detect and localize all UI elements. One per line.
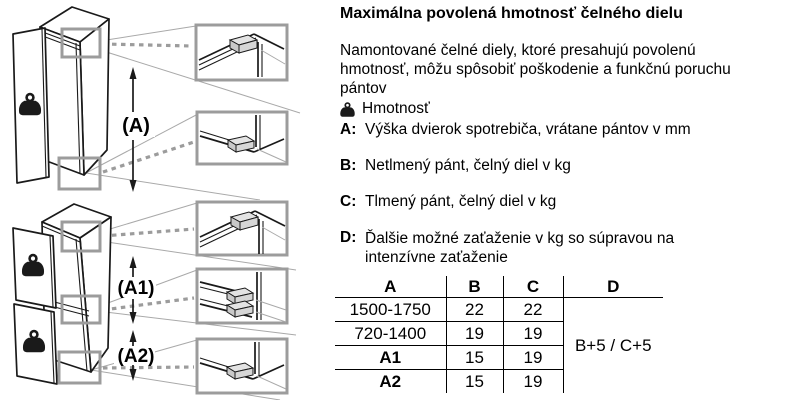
dimension-label-a2: (A2) xyxy=(117,346,155,367)
legend-d xyxy=(340,229,674,267)
table-header-d: D xyxy=(563,276,663,298)
legend-c-prefix: C: xyxy=(340,193,357,210)
intro-line: hmotnosť, môžu spôsobiť poškodenie a funkčnú poruchu xyxy=(340,61,731,78)
lower-door-panel xyxy=(14,304,57,384)
legend-d-prefix: D: xyxy=(340,229,357,246)
table-row xyxy=(335,298,663,322)
bottom-hinge-detail-view xyxy=(197,112,287,164)
height-arrow-a2 xyxy=(114,330,155,381)
table-cell: 720-1400 xyxy=(335,322,446,346)
table-cell: 19 xyxy=(503,370,563,394)
text-column xyxy=(340,0,800,400)
table-cell: 19 xyxy=(503,346,563,370)
callout-dashed-lines xyxy=(103,44,194,172)
table-cell: A2 xyxy=(335,370,446,394)
table-cell: 19 xyxy=(446,322,503,346)
dimension-label-a1: (A1) xyxy=(117,278,155,299)
table-cell: 1500-1750 xyxy=(335,298,446,322)
legend-b xyxy=(340,157,571,175)
double-door-diagram xyxy=(0,200,340,400)
intro-line: pántov xyxy=(340,80,387,97)
page-title: Maximálna povolená hmotnosť čelného dielu xyxy=(340,5,683,22)
door-panel xyxy=(13,28,49,183)
table-header-b: B xyxy=(446,276,503,298)
table-cell-d-merged: B+5 / C+5 xyxy=(574,335,652,355)
legend-a-prefix: A: xyxy=(340,121,357,138)
table-header-a: A xyxy=(335,276,446,298)
legend-b-prefix: B: xyxy=(340,157,357,174)
legend-a xyxy=(340,121,691,139)
legend-b-text: Netlmený pánt, čelný diel v kg xyxy=(365,157,571,174)
upper-door-panel xyxy=(13,228,56,308)
height-arrow-a xyxy=(118,67,155,192)
single-door-diagram xyxy=(0,0,340,200)
legend-a-text: Výška dvierok spotrebiča, vrátane pántov v mm xyxy=(365,121,691,138)
table-cell: 15 xyxy=(446,370,503,394)
legend-c-text: Tlmený pánt, čelný diel v kg xyxy=(365,193,557,210)
top-hinge-detail-view xyxy=(197,202,287,255)
bottom-hinge-detail-view xyxy=(197,339,287,393)
weight-table xyxy=(335,276,663,393)
table-cell: 22 xyxy=(446,298,503,322)
legend-d-line2: intenzívne zaťaženie xyxy=(365,249,508,266)
table-cell: A1 xyxy=(335,346,446,370)
table-cell: 15 xyxy=(446,346,503,370)
intro-paragraph xyxy=(340,41,731,98)
table-cell: 19 xyxy=(503,322,563,346)
middle-hinge-detail-view xyxy=(197,269,287,323)
dimension-label-a: (A) xyxy=(122,115,150,137)
weight-icon xyxy=(340,102,355,117)
legend-c xyxy=(340,193,556,211)
legend-d-line1: Ďalšie možné zaťaženie v kg so súpravou na xyxy=(365,230,675,247)
top-hinge-detail-view xyxy=(196,25,287,80)
table-header-c: C xyxy=(503,276,563,298)
legend-weight xyxy=(340,100,430,118)
intro-line: Namontované čelné diely, ktoré presahujú povolenú xyxy=(340,42,696,59)
legend-weight-label: Hmotnosť xyxy=(362,100,430,117)
table-cell: 22 xyxy=(503,298,563,322)
